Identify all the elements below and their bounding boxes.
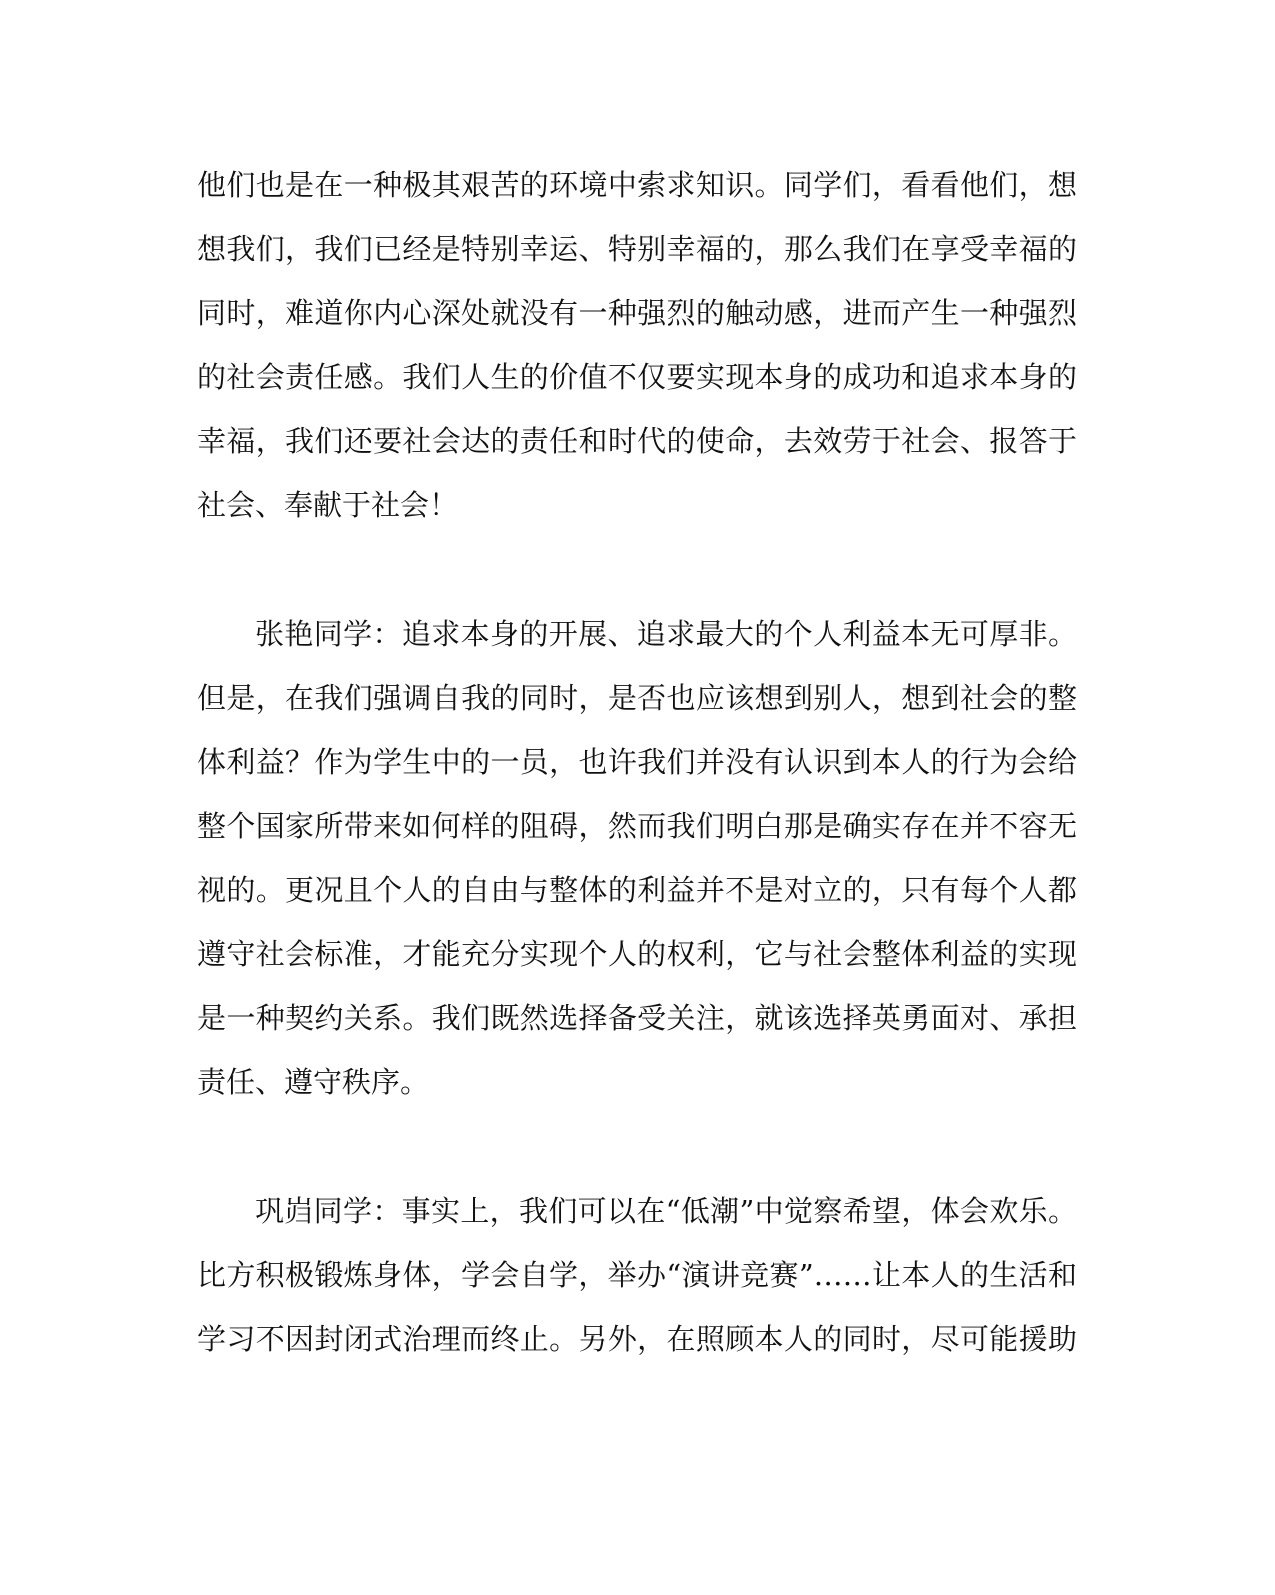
paragraph-2-line-8: 责任、遵守秩序。	[197, 1065, 430, 1099]
paragraph-1-line-5: 幸福，我们还要社会达的责任和时代的使命，去效劳于社会、报答于	[197, 424, 1077, 458]
paragraph-2-line-4: 整个国家所带来如何样的阻碍，然而我们明白那是确实存在并不容无	[197, 809, 1077, 843]
paragraph-1-line-4: 的社会责任感。我们人生的价值不仅要实现本身的成功和追求本身的	[197, 360, 1077, 394]
paragraph-1-line-6: 社会、奉献于社会！	[197, 488, 459, 522]
paragraph-3-line-3: 学习不因封闭式治理而终止。另外，在照顾本人的同时，尽可能援助	[197, 1322, 1077, 1356]
paragraph-1-line-3: 同时，难道你内心深处就没有一种强烈的触动感，进而产生一种强烈	[197, 296, 1077, 330]
paragraph-2-line-3: 体利益？作为学生中的一员，也许我们并没有认识到本人的行为会给	[197, 745, 1077, 779]
paragraph-2-line-2: 但是，在我们强调自我的同时，是否也应该想到别人，想到社会的整	[197, 681, 1077, 715]
paragraph-2-line-7: 是一种契约关系。我们既然选择备受关注，就该选择英勇面对、承担	[197, 1001, 1077, 1035]
paragraph-2-line-1: 张艳同学：追求本身的开展、追求最大的个人利益本无可厚非。	[255, 617, 1077, 651]
paragraph-2-line-6: 遵守社会标准，才能充分实现个人的权利，它与社会整体利益的实现	[197, 937, 1077, 971]
paragraph-2-line-5: 视的。更况且个人的自由与整体的利益并不是对立的，只有每个人都	[197, 873, 1077, 907]
paragraph-3-line-1: 巩岿同学：事实上，我们可以在“低潮”中觉察希望，体会欢乐。	[255, 1194, 1077, 1228]
paragraph-1-line-1: 他们也是在一种极其艰苦的环境中索求知识。同学们，看看他们，想	[197, 168, 1077, 202]
paragraph-3-line-2: 比方积极锻炼身体，学会自学，举办“演讲竞赛”……让本人的生活和	[197, 1258, 1077, 1292]
paragraph-1-line-2: 想我们，我们已经是特别幸运、特别幸福的，那么我们在享受幸福的	[197, 232, 1077, 266]
